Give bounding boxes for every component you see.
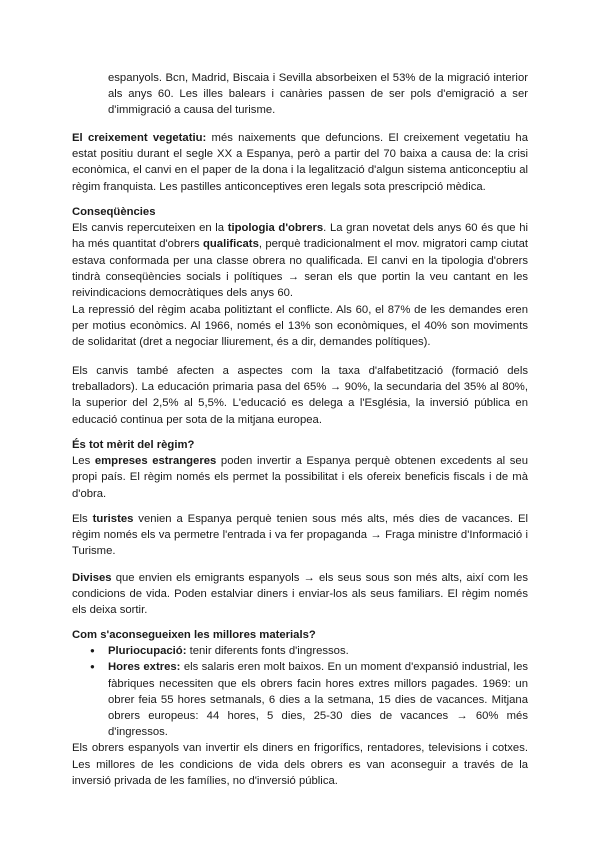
section-consequencies [72, 204, 528, 301]
creixement-paragraph [72, 130, 528, 195]
section-divises [72, 570, 528, 619]
text-run: venien a Espanya perquè tenien sous més alts, més dies de vacances. El règim només els va permetre l'entrada i va fer propaganda → Fraga ministre d'Informació i Turisme. [72, 513, 528, 558]
creixement-term: El creixement vegetatiu: [72, 132, 207, 144]
merit-paragraph-1 [72, 453, 528, 502]
list-item [72, 659, 528, 740]
text-run: tenir diferents fonts d'ingressos. [186, 645, 349, 658]
consequencies-paragraph-3: Els canvis també afecten a aspectes com la taxa d'alfabetització (formació dels treballadors). La educación primaria pasa del 65% → 90%, la secundaria del 35% al 80%, la superior del 2,5% al 5,5%. L'educació es delega a l'Església, la inversió pública en educació continua per sota de la mitjana europea. [72, 365, 528, 426]
millores-closing: Els obrers espanyols van invertir els diners en frigorífics, rentadores, televisions i cotxes. Les millores de les condicions de vida dels obrers es van aconseguir a través de la inversió privada de les famílies, no d'inversió pública. [72, 742, 528, 787]
merit-paragraph-2 [72, 511, 528, 560]
text-run: , perquè tradicionalment el mov. migratori camp ciutat estava conformada per una classe obrera no qualificada. El canvi en la tipologia d'obrers tindrà conseqüències socials i polítiques → seran els que portin la veu cantant en les reivindicacions democràtiques dels anys 60. [72, 238, 528, 300]
section-merit [72, 437, 528, 502]
merit-paragraph-3 [72, 570, 528, 619]
text-run: Les [72, 455, 95, 468]
section-millores [72, 627, 528, 789]
millores-heading: Com s'aconsegueixen les millores materials? [72, 629, 316, 641]
bold-term: turistes [92, 513, 134, 525]
section-turistes [72, 511, 528, 560]
merit-heading: És tot mèrit del règim? [72, 439, 195, 451]
text-run: Els [72, 513, 93, 525]
creixement-text: més naixements que defuncions. El creixement vegetatiu ha estat positiu durant el segle XX a Espanya, però a partir del 70 baixa a causa de: la crisi econòmica, el canvi en el paper de la dona i la legalització d'algun sistema anticonceptiu al règim franquista. Les pastilles anticonceptives eren legals sota prescripció mèdica. [72, 132, 528, 193]
consequencies-paragraph-1 [72, 220, 528, 301]
text-run: Els canvis repercuteixen en la [72, 222, 228, 235]
bold-term: tipologia d'obrers [227, 222, 324, 235]
text-run: poden invertir a Espanya perquè obtenen excedents al seu propi país. El règim només els permet la possibilitat i els ofereix beneficis fiscals i de mà d'obra. [72, 455, 528, 500]
consequencies-heading: Conseqüències [72, 206, 156, 218]
bold-term: Hores extres: [108, 661, 181, 674]
section-creixement [72, 130, 528, 195]
bold-term: qualificats [202, 238, 259, 251]
section-repressio [72, 302, 528, 351]
section-alfabetitzacio [72, 363, 528, 428]
text-run: . La gran novetat dels anys 60 és que hi ha més quantitat d'obrers [72, 222, 529, 251]
intro-continuation [108, 70, 528, 119]
text-run: els salaris eren molt baixos. En un moment d'expansió industrial, les fàbriques necessiten que els obrers facin hores extres millors pagades. 1969: un obrer feia 55 hores setmanals, 6 dies a la setmana, 15 dies de vacances. Mitjana obrers europeus: 44 hores, 5 dies, 25-30 dies de vacances → 60% més d'ingressos. [108, 661, 528, 739]
millores-list [72, 643, 528, 740]
bold-term: Pluriocupació: [108, 645, 187, 658]
bold-term: empreses estrangeres [94, 455, 217, 468]
intro-paragraph: espanyols. Bcn, Madrid, Biscaia i Sevilla absorbeixen el 53% de la migració interior als anys 60. Les illes balears i canàries passen de ser pols d'emigració a ser d'immigració a causa del turisme. [108, 72, 528, 117]
text-run: que envien els emigrants espanyols → els seus sous son més alts, així com les condicions de vida. Poden estalviar diners i enviar-los als seus familiars. El règim només els deixa sortir. [72, 572, 528, 617]
bold-term: Divises [72, 572, 112, 584]
list-item [72, 643, 528, 659]
consequencies-paragraph-2: La repressió del règim acaba politiztant el conflicte. Als 60, el 87% de les demandes eren per motius econòmics. Al 1966, només el 13% son econòmiques, el 40% son moviments de solidaritat (dret a negociar lliurement, és a dir, demandes polítiques). [72, 304, 528, 349]
